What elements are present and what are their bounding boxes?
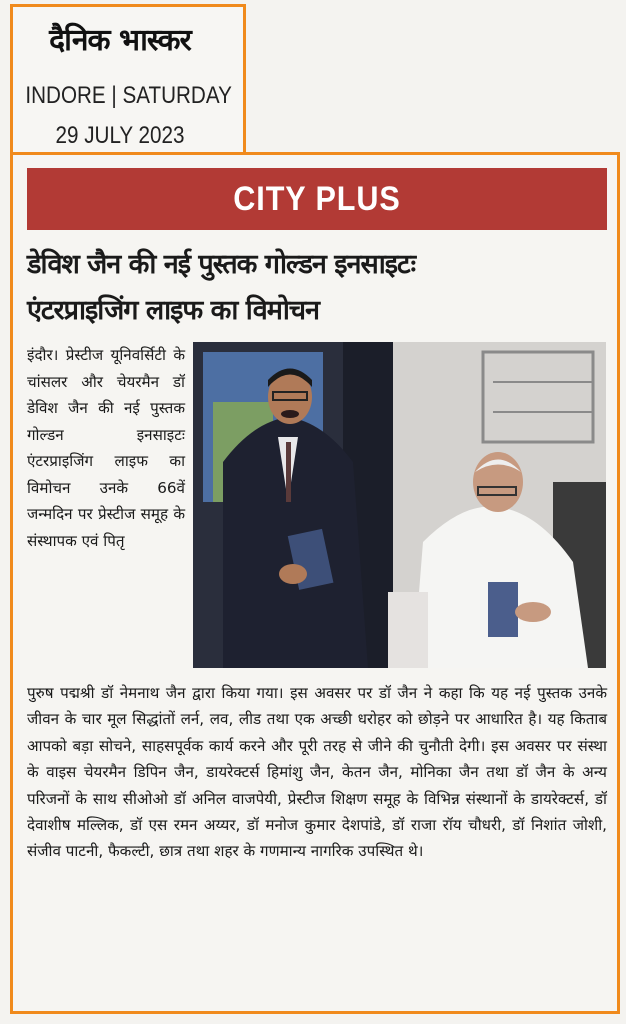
headline-line-2: एंटरप्राइजिंग लाइफ का विमोचन [27,295,319,326]
event-photo-illustration [193,342,606,668]
edition-date: 29 JULY 2023 [55,122,185,149]
event-photo [193,342,606,668]
section-banner [27,168,607,230]
edition-city-day: INDORE | SATURDAY [25,82,232,109]
article-lead-column: इंदौर। प्रेस्टीज यूनिवर्सिटी के चांसलर और चेयरमैन डॉ डेविश जैन की नई पुस्तक गोल्डन इनसाइटः एंटरप्राइजिंग लाइफ का विमोचन उनके 66वें जन्मदिन पर प्रेस्टीज समूह के संस्थापक एवं पितृ [27,346,185,550]
newspaper-name: दैनिक भास्कर [49,23,191,58]
headline [27,242,617,334]
headline-line-1: डेविश जैन की नई पुस्तक गोल्डन इनसाइटः [27,249,416,280]
section-label: CITY PLUS [233,179,401,218]
article-body: पुरुष पद्मश्री डॉ नेमनाथ जैन द्वारा किया गया। इस अवसर पर डॉ जैन ने कहा कि यह नई पुस्तक उनके जीवन के चार मूल सिद्धांतों लर्न, लव, लीड तथा एक अच्छी धरोहर को छोड़ने पर आधारित है। यह किताब आपको बड़ा सोचने, साहसपूर्वक कार्य करने और पूरी तरह से जीने की चुनौती देगी। इस अवसर पर संस्था के वाइस चेयरमैन डिपिन जैन, डायरेक्टर्स हिमांशु जैन, केतन जैन, मोनिका जैन तथा डॉ जैन के अन्य परिजनों के साथ सीओओ डॉ अनिल वाजपेयी, प्रेस्टीज शिक्षण समूह के विभिन्न संस्थानों के डायरेक्टर्स, डॉ देवाशीष मल्लिक, डॉ एस रमन अय्यर, डॉ मनोज कुमार देशपांडे, डॉ राजा रॉय चौधरी, डॉ निशांत जोशी, संजीव पाटनी, फैकल्टी, छात्र तथा शहर के गणमान्य नागरिक उपस्थित थे। [27,684,607,861]
